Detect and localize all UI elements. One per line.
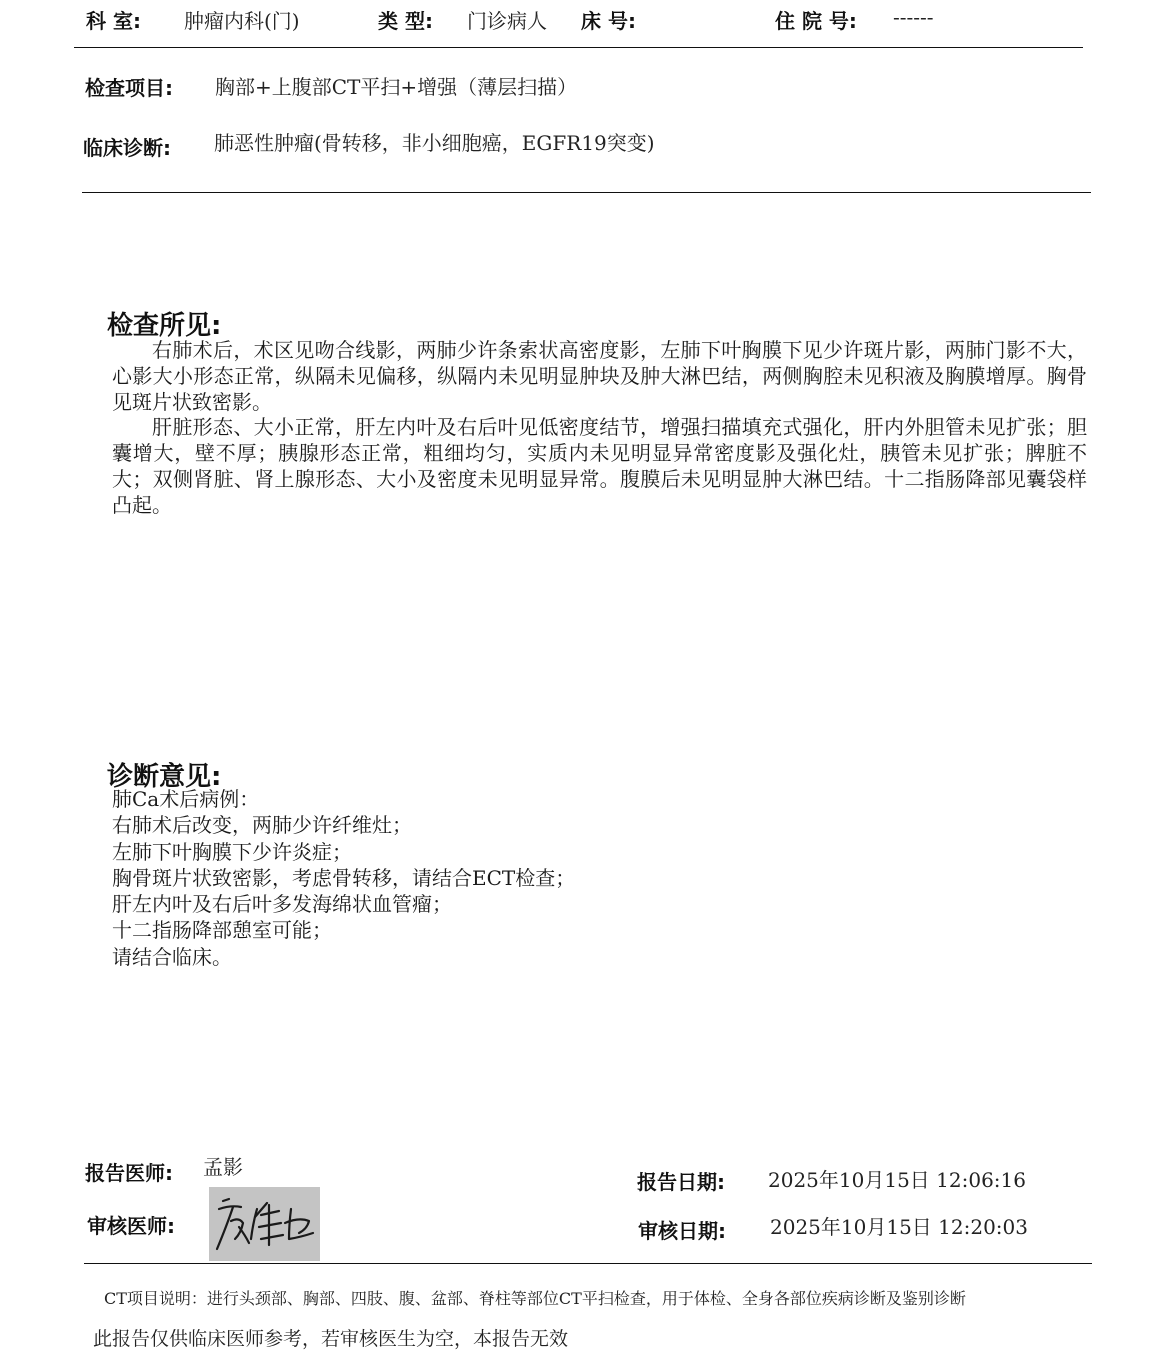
exam-divider [82,192,1091,193]
findings-title: 检查所见: [107,311,222,341]
diagnosis-title: 诊断意见: [107,762,222,792]
inpatient-label: 住 院 号: [775,9,857,33]
findings-paragraph-chest: 右肺术后，术区见吻合线影，两肺少许条索状高密度影，左肺下叶胸膜下见少许斑片影，两肺门影不大，心影大小形态正常，纵隔未见偏移，纵隔内未见明显肿块及肿大淋巴结，两侧胸腔未见积液及胸膜增厚。胸骨见斑片状致密影。 [112,338,1087,414]
review-date-label: 审核日期: [638,1219,726,1243]
diagnosis-line: 请结合临床。 [112,944,232,969]
dept-value: 肿瘤内科(门) [184,9,300,33]
type-value: 门诊病人 [467,9,547,33]
ct-item-note: CT项目说明：进行头颈部、胸部、四肢、腹、盆部、脊柱等部位CT平扫检查，用于体检、全身各部位疾病诊断及鉴别诊断 [104,1289,966,1308]
type-label: 类 型: [378,9,433,33]
header-divider [74,47,1083,48]
exam-item-value: 胸部+上腹部CT平扫+增强（薄层扫描） [215,75,578,99]
dept-label: 科 室: [86,9,141,33]
review-doctor-signature [209,1187,320,1261]
findings-paragraph-abdomen: 肝脏形态、大小正常，肝左内叶及右后叶见低密度结节，增强扫描填充式强化，肝内外胆管未见扩张；胆囊增大，壁不厚；胰腺形态正常，粗细均匀，实质内未见明显异常密度影及强化灶，胰管未见扩张；脾脏不大；双侧肾脏、肾上腺形态、大小及密度未见明显异常。腹膜后未见明显肿大淋巴结。十二指肠降部见囊袋样凸起。 [112,415,1087,517]
diagnosis-line: 十二指肠降部憩室可能； [112,918,332,943]
diagnosis-list [112,786,575,970]
clinical-diagnosis-value: 肺恶性肿瘤(骨转移，非小细胞癌，EGFR19突变) [214,131,655,155]
report-date-value: 2025年10月15日 12:06:16 [768,1168,1026,1192]
clinical-diagnosis-label: 临床诊断: [83,136,171,160]
inpatient-value: ------ [893,5,934,29]
review-doctor-label: 审核医师: [87,1214,175,1238]
diagnosis-line: 肝左内叶及右后叶多发海绵状血管瘤； [112,892,452,917]
bed-label: 床 号: [581,9,636,33]
report-disclaimer: 此报告仅供临床医师参考，若审核医生为空，本报告无效 [93,1328,569,1350]
review-date-value: 2025年10月15日 12:20:03 [770,1215,1028,1239]
findings-text [112,338,1087,519]
report-date-label: 报告日期: [637,1170,725,1194]
diagnosis-line: 右肺术后改变，两肺少许纤维灶； [112,813,412,838]
exam-item-label: 检查项目: [85,76,173,100]
diagnosis-line: 胸骨斑片状致密影，考虑骨转移，请结合ECT检查； [112,865,576,890]
diagnosis-line: 左肺下叶胸膜下少许炎症； [112,839,352,864]
footer-divider [84,1263,1092,1264]
report-doctor-label: 报告医师: [85,1161,173,1185]
signature-icon [209,1187,320,1261]
report-doctor-name: 孟影 [203,1155,243,1179]
diagnosis-line: 肺Ca术后病例： [112,787,260,811]
